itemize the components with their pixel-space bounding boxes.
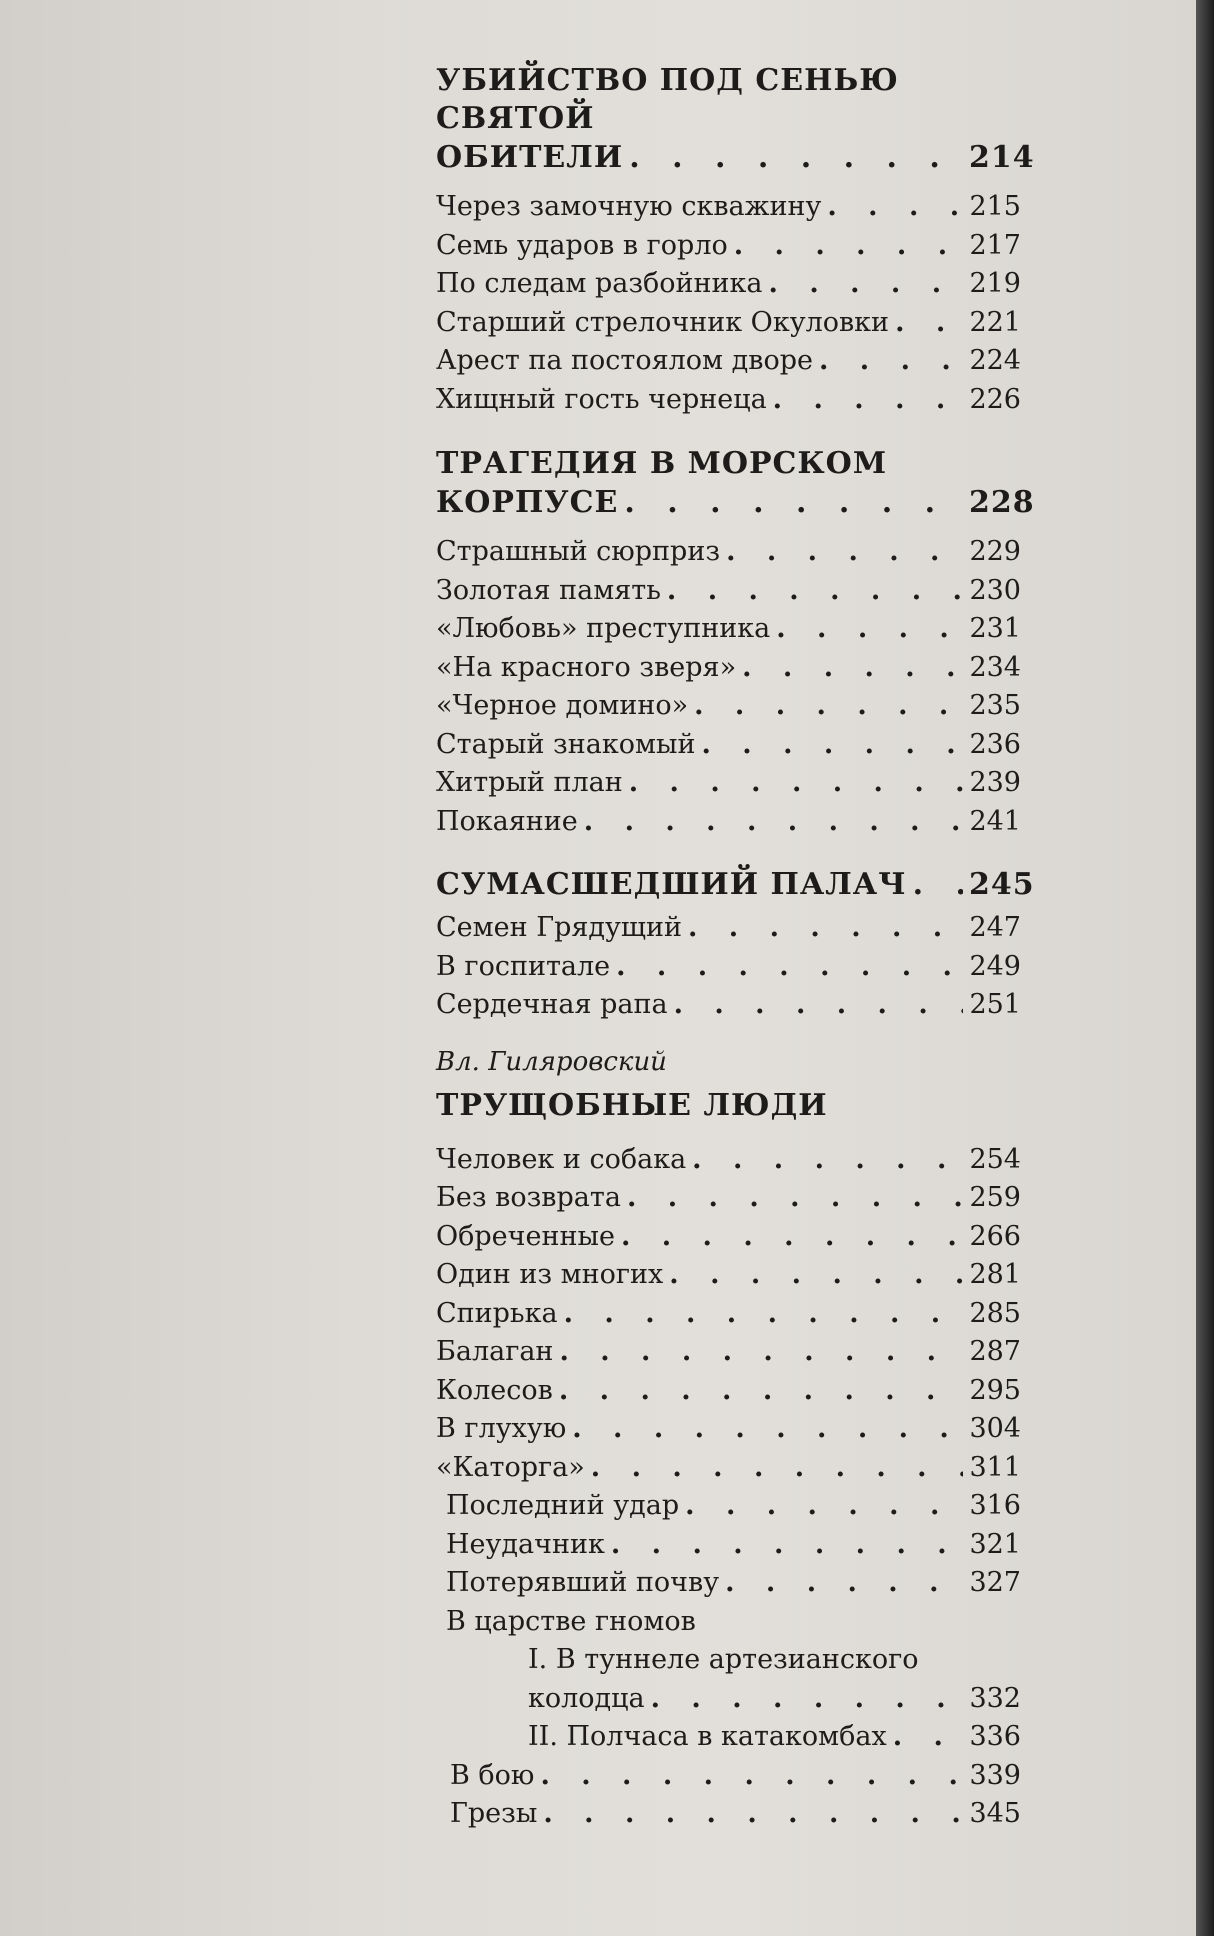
leader-dots bbox=[559, 1372, 963, 1411]
leader-dots bbox=[734, 227, 963, 266]
entry-title: Старший стрелочник Окуловки bbox=[436, 306, 890, 338]
entry-title: «Каторга» bbox=[436, 1451, 585, 1483]
leader-dots bbox=[611, 1526, 963, 1565]
section-title-row bbox=[436, 138, 1035, 178]
leader-dots bbox=[773, 381, 963, 420]
toc-entry bbox=[436, 572, 1021, 611]
entry-title: В царстве гномов bbox=[446, 1605, 696, 1637]
toc-entry bbox=[436, 1526, 1021, 1565]
leader-dots bbox=[913, 865, 963, 905]
page-number: 304 bbox=[969, 1413, 1021, 1444]
toc-entry bbox=[436, 381, 1021, 420]
leader-dots bbox=[616, 948, 963, 987]
subentry-title-cont: колодца bbox=[528, 1682, 645, 1714]
page-number: 287 bbox=[969, 1336, 1021, 1367]
page-number: 295 bbox=[969, 1374, 1021, 1406]
entry-title: Хищный гость чернеца bbox=[436, 383, 767, 415]
toc-entry bbox=[436, 1449, 1021, 1488]
toc-entry bbox=[436, 948, 1021, 987]
page-number: 229 bbox=[969, 536, 1021, 567]
entry-title: Сердечная рапа bbox=[436, 989, 668, 1020]
page-number: 241 bbox=[969, 805, 1021, 837]
toc-entry bbox=[436, 1141, 1021, 1180]
toc-subentry bbox=[436, 1641, 1021, 1680]
page-number: 321 bbox=[969, 1528, 1021, 1560]
page-number: 316 bbox=[969, 1490, 1021, 1521]
leader-dots bbox=[543, 1795, 963, 1834]
page-number: 228 bbox=[969, 485, 1035, 520]
entry-title: Старый знакомый bbox=[436, 728, 696, 760]
entry-title: В глухую bbox=[436, 1413, 567, 1444]
leader-dots bbox=[651, 1680, 963, 1719]
leader-dots bbox=[559, 1333, 963, 1372]
page-number: 245 bbox=[969, 867, 1035, 902]
leader-dots bbox=[694, 687, 963, 726]
page-number: 336 bbox=[969, 1721, 1021, 1752]
page-number: 231 bbox=[969, 613, 1021, 644]
section-title: УБИЙСТВО ПОД СЕНЬЮ СВЯТОЙ bbox=[436, 63, 899, 136]
page-number: 311 bbox=[969, 1451, 1021, 1483]
toc-entry bbox=[436, 803, 1021, 842]
section-title-cont: ОБИТЕЛИ bbox=[436, 140, 624, 175]
leader-dots bbox=[685, 1487, 963, 1526]
toc-entry bbox=[436, 986, 1021, 1025]
page-number: 249 bbox=[969, 950, 1021, 982]
author-name: Вл. Гиляровский bbox=[436, 1046, 667, 1077]
entry-title: Семен Грядущий bbox=[436, 912, 682, 943]
entry-title: В госпитале bbox=[436, 950, 611, 982]
toc-entry bbox=[436, 764, 1021, 803]
entry-title: «Любовь» преступника bbox=[436, 613, 771, 644]
subentry-title: I. В туннеле артезианского bbox=[528, 1644, 919, 1675]
entry-title: Последний удар bbox=[446, 1490, 680, 1521]
page-number: 230 bbox=[969, 574, 1021, 606]
toc-entry bbox=[436, 1487, 1021, 1526]
page-number: 235 bbox=[969, 690, 1021, 721]
toc-entry bbox=[436, 1372, 1021, 1411]
toc-entry bbox=[436, 687, 1021, 726]
leader-dots bbox=[584, 803, 963, 842]
leader-dots bbox=[564, 1295, 963, 1334]
entry-title: Спирька bbox=[436, 1297, 558, 1329]
leader-dots bbox=[629, 138, 963, 178]
leader-dots bbox=[769, 265, 963, 304]
toc-entry bbox=[436, 1295, 1021, 1334]
toc-entry bbox=[436, 1256, 1021, 1295]
page-number: 236 bbox=[969, 728, 1021, 760]
leader-dots bbox=[692, 1141, 963, 1180]
book-title: ТРУЩОБНЫЕ ЛЮДИ bbox=[436, 1087, 828, 1123]
leader-dots bbox=[572, 1410, 963, 1449]
page-number: 247 bbox=[969, 912, 1021, 943]
toc-entry bbox=[436, 726, 1021, 765]
page-number: 259 bbox=[969, 1182, 1021, 1213]
entry-list bbox=[436, 909, 1021, 1025]
table-of-contents bbox=[436, 62, 1035, 1834]
section-title-row bbox=[436, 865, 1035, 905]
page-number: 234 bbox=[969, 651, 1021, 683]
leader-dots bbox=[893, 1718, 963, 1757]
page-number: 251 bbox=[969, 989, 1021, 1020]
page-number: 266 bbox=[969, 1220, 1021, 1252]
leader-dots bbox=[819, 342, 963, 381]
toc-subentry-cont bbox=[436, 1680, 1021, 1719]
page-number: 215 bbox=[969, 191, 1021, 222]
leader-dots bbox=[669, 1256, 963, 1295]
entry-title: Человек и собака bbox=[436, 1143, 687, 1175]
toc-entry bbox=[436, 1333, 1021, 1372]
entry-title: Без возврата bbox=[436, 1182, 621, 1213]
page-number: 332 bbox=[969, 1682, 1021, 1714]
entry-title: Грезы bbox=[450, 1798, 538, 1829]
toc-entry bbox=[436, 1757, 1021, 1796]
leader-dots bbox=[701, 726, 963, 765]
page-number: 214 bbox=[969, 140, 1035, 175]
leader-dots bbox=[627, 1179, 963, 1218]
section-title-cont: КОРПУСЕ bbox=[436, 485, 619, 520]
page-number: 226 bbox=[969, 383, 1021, 415]
toc-entry bbox=[436, 1795, 1021, 1834]
entry-title: «На красного зверя» bbox=[436, 651, 737, 683]
entry-title: Хитрый план bbox=[436, 767, 623, 798]
section-title: ТРАГЕДИЯ В МОРСКОМ bbox=[436, 446, 888, 481]
entry-title: Один из многих bbox=[436, 1259, 664, 1290]
leader-dots bbox=[540, 1757, 963, 1796]
leader-dots bbox=[667, 572, 963, 611]
entry-title: По следам разбойника bbox=[436, 268, 763, 299]
page-number: 285 bbox=[969, 1297, 1021, 1329]
entry-title: Золотая память bbox=[436, 574, 661, 606]
entry-title: Через замочную скважину bbox=[436, 191, 822, 222]
entry-title: Страшный сюрприз bbox=[436, 536, 721, 567]
toc-entry bbox=[436, 1179, 1021, 1218]
toc-entry bbox=[436, 610, 1021, 649]
page-number: 217 bbox=[969, 229, 1021, 261]
toc-entry bbox=[436, 227, 1021, 266]
page-number: 254 bbox=[969, 1143, 1021, 1175]
entry-title: Семь ударов в горло bbox=[436, 229, 728, 261]
toc-entry bbox=[436, 1410, 1021, 1449]
leader-dots bbox=[776, 610, 963, 649]
leader-dots bbox=[688, 909, 963, 948]
page-number: 339 bbox=[969, 1759, 1021, 1791]
toc-entry-group bbox=[436, 1603, 1021, 1642]
toc-entry bbox=[436, 304, 1021, 343]
entry-title: «Черное домино» bbox=[436, 690, 689, 721]
leader-dots bbox=[725, 1564, 963, 1603]
entry-title: Неудачник bbox=[446, 1528, 605, 1560]
page-number: 345 bbox=[969, 1798, 1021, 1829]
toc-entry bbox=[436, 1218, 1021, 1257]
toc-entry bbox=[436, 1564, 1021, 1603]
leader-dots bbox=[726, 533, 963, 572]
toc-entry bbox=[436, 342, 1021, 381]
section-title: СУМАСШЕДШИЙ ПАЛАЧ bbox=[436, 867, 907, 902]
entry-title: Потерявший почву bbox=[446, 1567, 720, 1598]
entry-title: Арест па постоялом дворе bbox=[436, 345, 813, 376]
page-number: 281 bbox=[969, 1259, 1021, 1290]
leader-dots bbox=[591, 1449, 963, 1488]
leader-dots bbox=[827, 188, 963, 227]
leader-dots bbox=[742, 649, 963, 688]
leader-dots bbox=[674, 986, 963, 1025]
page-number: 224 bbox=[969, 345, 1021, 376]
entry-title: Покаяние bbox=[436, 805, 578, 837]
entry-title: В бою bbox=[450, 1759, 535, 1791]
entry-title: Обреченные bbox=[436, 1220, 615, 1252]
entry-list bbox=[436, 533, 1021, 841]
toc-entry bbox=[436, 649, 1021, 688]
entry-list bbox=[436, 188, 1021, 419]
toc-subentry bbox=[436, 1718, 1021, 1757]
toc-entry bbox=[436, 533, 1021, 572]
leader-dots bbox=[624, 483, 963, 523]
toc-entry bbox=[436, 265, 1021, 304]
entry-list bbox=[436, 1141, 1021, 1834]
leader-dots bbox=[621, 1218, 963, 1257]
page-edge-shadow bbox=[1196, 0, 1214, 1936]
leader-dots bbox=[895, 304, 963, 343]
page-number: 327 bbox=[969, 1567, 1021, 1598]
leader-dots bbox=[629, 764, 963, 803]
toc-entry bbox=[436, 188, 1021, 227]
entry-title: Колесов bbox=[436, 1374, 553, 1406]
page-number: 219 bbox=[969, 268, 1021, 299]
page-number: 221 bbox=[969, 306, 1021, 338]
section-title-row bbox=[436, 483, 1035, 523]
page-number: 239 bbox=[969, 767, 1021, 798]
entry-title: Балаган bbox=[436, 1336, 554, 1367]
toc-entry bbox=[436, 909, 1021, 948]
subentry-title: II. Полчаса в катакомбах bbox=[528, 1721, 887, 1752]
